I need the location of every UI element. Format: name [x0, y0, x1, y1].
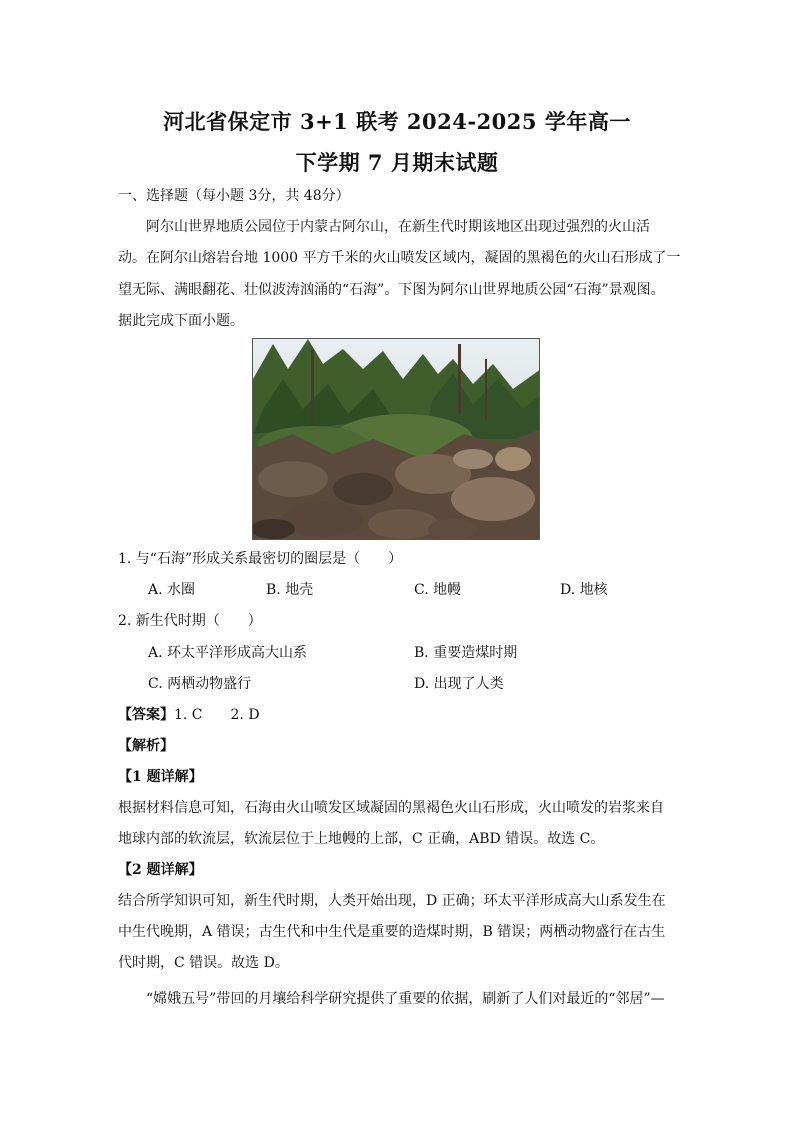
detail1-label: 【1 题详解】 [118, 769, 203, 785]
detail1-line: 根据材料信息可知，石海由火山喷发区域凝固的黑褐色火山石形成，火山喷发的岩浆来自 [118, 800, 664, 816]
question1-stem: 1. 与“石海”形成关系最密切的圈层是（ ） [118, 551, 403, 567]
answer-row [118, 705, 678, 725]
passage2-line: “嫦娥五号”带回的月壤给科学研究提供了重要的依据，刷新了人们对最近的“邻居”— [146, 991, 665, 1007]
question2-option-a: A. 环太平洋形成高大山系 [148, 645, 308, 661]
question1-option-c: C. 地幔 [414, 582, 462, 598]
question2-option-c: C. 两栖动物盛行 [148, 676, 252, 692]
question2-option-b: B. 重要造煤时期 [414, 645, 518, 661]
detail2-line: 代时期，C 错误。故选 D。 [118, 955, 289, 971]
passage1-line: 望无际、满眼翻花、壮似波涛汹涌的“石海”。下图为阿尔山世界地质公园“石海”景观图。 [118, 282, 665, 298]
question2-option-d: D. 出现了人类 [414, 676, 504, 692]
passage1-line: 据此完成下面小题。 [118, 313, 244, 329]
exam-title-line1: 河北省保定市 3+1 联考 2024-2025 学年高一 [163, 109, 631, 134]
question1-option-d: D. 地核 [560, 582, 608, 598]
question2-stem: 2. 新生代时期（ ） [118, 613, 262, 629]
question1-option-a: A. 水圈 [148, 582, 196, 598]
exam-title-line2: 下学期 7 月期末试题 [295, 150, 499, 175]
stone-sea-photo [252, 338, 540, 540]
detail2-line: 中生代晚期，A 错误；古生代和中生代是重要的造煤时期，B 错误；两栖动物盛行在古生 [118, 924, 666, 940]
detail2-label: 【2 题详解】 [118, 862, 203, 878]
section-heading: 一、选择题（每小题 3分，共 48分） [118, 188, 350, 204]
detail2-line: 结合所学知识可知，新生代时期，人类开始出现，D 正确；环太平洋形成高大山系发生在 [118, 893, 666, 909]
answer-text: 1. C 2. D [174, 707, 260, 723]
passage1-line: 阿尔山世界地质公园位于内蒙古阿尔山，在新生代时期该地区出现过强烈的火山活 [146, 219, 650, 235]
passage1-line: 动。在阿尔山熔岩台地 1000 平方千米的火山喷发区域内，凝固的黑褐色的火山石形成了一 [118, 250, 681, 266]
question1-option-b: B. 地壳 [266, 582, 314, 598]
answer-label: 【答案】 [118, 707, 174, 723]
analysis-label: 【解析】 [118, 738, 174, 754]
detail1-line: 地球内部的软流层，软流层位于上地幔的上部，C 正确，ABD 错误。故选 C。 [118, 831, 605, 847]
